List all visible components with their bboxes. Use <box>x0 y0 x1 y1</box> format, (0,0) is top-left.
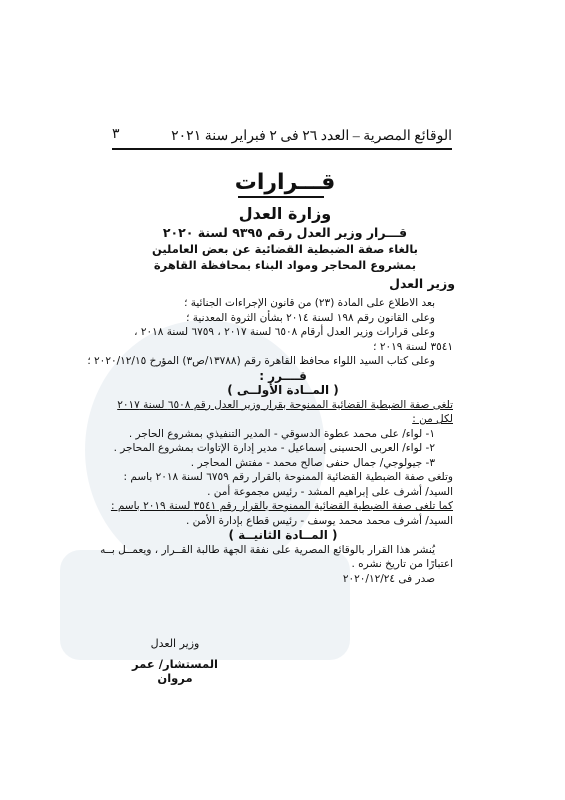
ministry-title: وزارة العدل <box>238 204 332 223</box>
article-line: لكل من : <box>412 413 453 425</box>
article-line: يُنشر هذا القرار بالوقائع المصرية على نفقة الجهة طالبة القــرار ، ويعمــل بــه <box>100 543 435 556</box>
preamble-line: وعلى قرارات وزير العدل أرقام ٦٥٠٨ لسنة ٢٠١٧ ، ٦٧٥٩ لسنة ٢٠١٨ ، <box>134 326 435 338</box>
minister-heading: وزير العدل <box>389 276 455 291</box>
signature-name: المستشار/ عمر مروان <box>132 657 218 685</box>
decree-body <box>87 296 453 586</box>
article-line: تلغى صفة الضبطية القضائية الممنوحة بقرار وزير العدل رقم ٦٥٠٨ لسنة ٢٠١٧ <box>117 398 453 411</box>
page-number: ٣ <box>112 127 120 142</box>
preamble-line: ٣٥٤١ لسنة ٢٠١٩ ؛ <box>373 340 453 353</box>
article-line: وتلغى صفة الضبطية القضائية الممنوحة بالقرار رقم ٦٧٥٩ لسنة ٢٠١٨ باسم : <box>123 471 453 483</box>
article-line: اعتبارًا من تاريخ نشره . <box>351 558 453 570</box>
preamble-line: بعد الاطلاع على المادة (٢٣) من قانون الإجراءات الجنائية ؛ <box>184 297 435 309</box>
article-line: السيد/ أشرف محمد محمد يوسف - رئيس قطاع بإدارة الأمن . <box>185 514 453 527</box>
list-item: ١- لواء/ على محمد عطوة الدسوقي - المدير التنفيذي بمشروع الحاجر . <box>128 427 435 440</box>
page-header <box>112 126 452 148</box>
article-line: كما تلغى صفة الضبطية القضائية الممنوحة بالقرار رقم ٣٥٤١ لسنة ٢٠١٩ باسم : <box>110 500 453 512</box>
list-item: ٢- لواء/ العربى الحسينى إسماعيل - مدير إدارة الإتاوات بمشروع المحاجر . <box>113 442 435 454</box>
decree-title: قـــرار وزير العدل رقم ٩٣٩٥ لسنة ٢٠٢٠ <box>162 225 408 240</box>
list-item: ٣- جيولوجي/ جمال حنفى صالح محمد - مفتش المحاجر . <box>190 456 435 469</box>
issue-date: صدر فى ٢٠٢٠/١٢/٢٤ <box>342 572 435 585</box>
header-divider <box>112 148 452 150</box>
decree-subject-2: بمشروع المحاجر ومواد البناء بمحافظة القاهرة <box>153 258 417 272</box>
article-1-heading: ( المــادة الأولــى ) <box>227 383 339 397</box>
section-title-underline <box>238 196 324 198</box>
gazette-title: الوقائع المصرية – العدد ٢٦ فى ٢ فبراير سنة ٢٠٢١ <box>171 129 452 144</box>
article-line: السيد/ أشرف على إبراهيم المشد - رئيس مجموعة أمن . <box>207 485 453 498</box>
preamble-line: وعلى كتاب السيد اللواء محافظ القاهرة رقم (١٣٧٨٨/ص٣) المؤرخ ٢٠٢٠/١٢/١٥ ؛ <box>87 355 435 367</box>
decided-heading: قــــرر : <box>259 368 307 383</box>
decree-subject-1: بالغاء صفة الضبطية القضائية عن بعض العاملين <box>152 242 418 256</box>
section-title: قـــرارات <box>234 170 336 195</box>
preamble-line: وعلى القانون رقم ١٩٨ لسنة ٢٠١٤ بشأن الثروة المعدنية ؛ <box>186 311 435 324</box>
article-2-heading: ( المــادة الثانيــة ) <box>228 528 338 542</box>
signature-role: وزير العدل <box>150 637 200 650</box>
